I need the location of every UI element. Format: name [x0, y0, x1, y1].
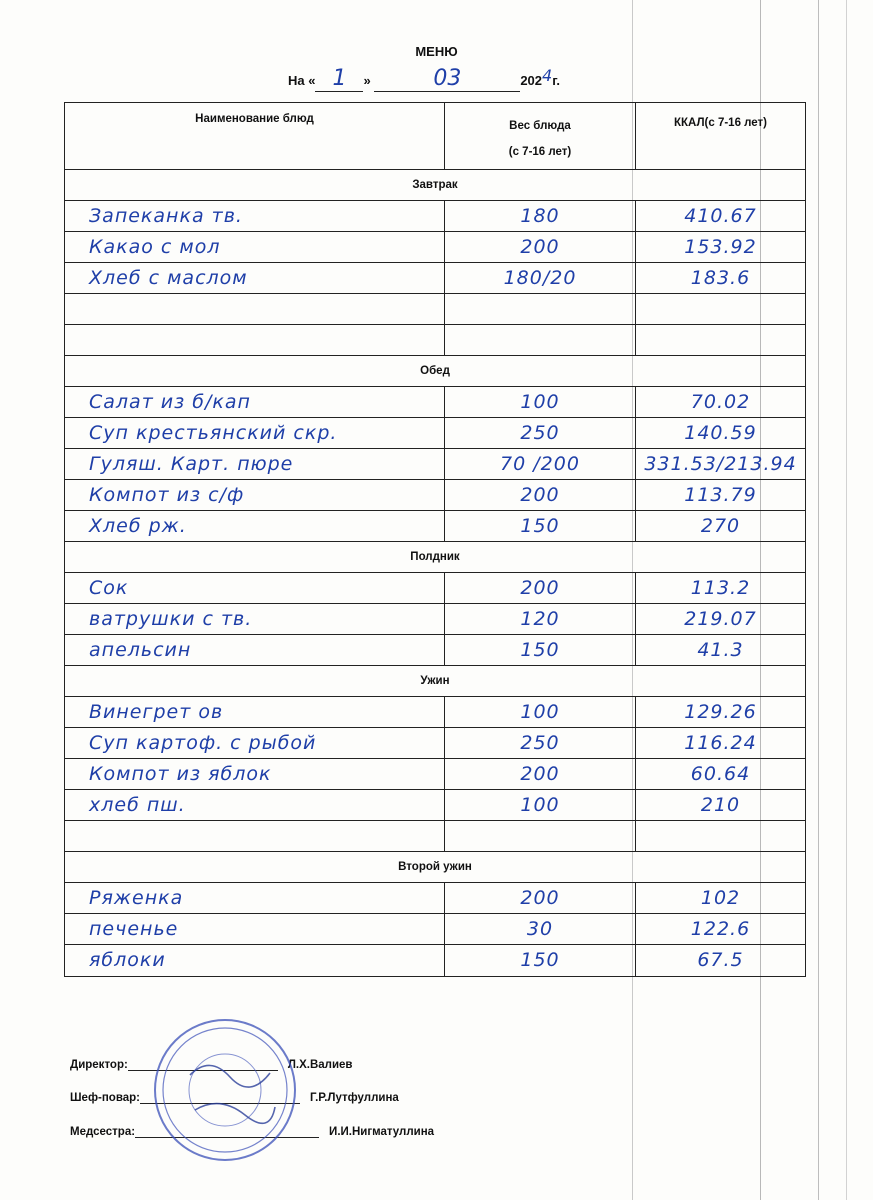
kcal-cell — [636, 294, 805, 324]
dish-cell: яблоки — [65, 945, 445, 976]
kcal-cell: 102 — [700, 887, 741, 909]
dish-cell: Суп крестьянский скр. — [65, 418, 445, 448]
weight-cell: 200 — [445, 883, 636, 913]
weight-cell: 180 — [445, 201, 636, 231]
kcal-cell: 183.6 — [690, 267, 751, 289]
year-digit: 4 — [542, 66, 553, 85]
column-header-weight — [445, 103, 636, 169]
date-sep: » — [363, 73, 371, 88]
dish-cell: апельсин — [65, 635, 445, 665]
dish-cell — [65, 325, 445, 355]
table-row — [65, 480, 805, 511]
weight-cell: 100 — [445, 697, 636, 727]
weight-cell: 150 — [445, 635, 636, 665]
table-row — [65, 697, 805, 728]
table-row — [65, 883, 805, 914]
weight-cell: 30 — [445, 914, 636, 944]
table-row — [65, 728, 805, 759]
kcal-cell: 116.24 — [684, 732, 757, 754]
dish-cell: Компот из яблок — [65, 759, 445, 789]
official-stamp — [150, 1015, 300, 1165]
kcal-cell: 129.26 — [684, 701, 757, 723]
kcal-cell: 270 — [700, 515, 741, 537]
weight-cell: 250 — [445, 728, 636, 758]
weight-cell: 200 — [445, 480, 636, 510]
dish-cell: печенье — [65, 914, 445, 944]
section-header: Второй ужин — [65, 852, 805, 883]
section-header: Ужин — [65, 666, 805, 697]
dish-cell: Компот из с/ф — [65, 480, 445, 510]
date-month: 03 — [374, 66, 520, 92]
weight-cell: 70 /200 — [445, 449, 636, 479]
section-header: Обед — [65, 356, 805, 387]
signature-name: И.И.Нигматуллина — [329, 1126, 435, 1138]
weight-cell: 200 — [445, 759, 636, 789]
dish-cell: Ряженка — [65, 883, 445, 913]
scan-artifact-line — [846, 0, 847, 1200]
kcal-cell — [636, 821, 805, 851]
section-header: Полдник — [65, 542, 805, 573]
weight-cell: 180/20 — [445, 263, 636, 293]
kcal-cell: 113.2 — [690, 577, 751, 599]
table-row — [65, 821, 805, 852]
table-row — [65, 790, 805, 821]
weight-cell — [445, 294, 636, 324]
weight-cell: 150 — [445, 511, 636, 541]
weight-cell — [445, 821, 636, 851]
weight-cell: 200 — [445, 573, 636, 603]
table-row — [65, 387, 805, 418]
signature-role: Медсестра: — [70, 1126, 136, 1138]
column-header-weight-line2: (с 7-16 лет) — [508, 146, 572, 158]
page-title: МЕНЮ — [415, 44, 458, 59]
date-day: 1 — [315, 66, 363, 92]
table-row — [65, 418, 805, 449]
dish-cell: Гуляш. Карт. пюре — [65, 449, 445, 479]
table-row — [65, 201, 805, 232]
year-suffix: г. — [552, 73, 560, 88]
table-row — [65, 635, 805, 666]
column-header-weight-line1: Вес блюда — [509, 120, 571, 132]
signature-role: Шеф-повар: — [70, 1092, 140, 1104]
kcal-cell: 219.07 — [684, 608, 757, 630]
table-row — [65, 294, 805, 325]
kcal-cell: 410.67 — [684, 205, 757, 227]
kcal-cell: 60.64 — [690, 763, 751, 785]
table-header — [65, 103, 805, 170]
kcal-cell: 122.6 — [690, 918, 751, 940]
section-header: Завтрак — [65, 170, 805, 201]
scan-artifact-line — [818, 0, 819, 1200]
kcal-cell: 140.59 — [684, 422, 757, 444]
weight-cell — [445, 325, 636, 355]
weight-cell: 150 — [445, 945, 636, 976]
date-prefix: На « — [288, 73, 316, 88]
kcal-cell: 331.53/213.94 — [644, 453, 797, 475]
dish-cell: Хлеб рж. — [65, 511, 445, 541]
table-body — [65, 170, 805, 976]
table-row — [65, 604, 805, 635]
dish-cell: Какао с мол — [65, 232, 445, 262]
weight-cell: 100 — [445, 387, 636, 417]
dish-cell: хлеб пш. — [65, 790, 445, 820]
kcal-cell: 210 — [700, 794, 741, 816]
dish-cell: Салат из б/кап — [65, 387, 445, 417]
table-row — [65, 232, 805, 263]
weight-cell: 250 — [445, 418, 636, 448]
signature-name: Г.Р.Лутфуллина — [309, 1092, 399, 1104]
column-header-kcal: ККАЛ(с 7-16 лет) — [673, 117, 768, 129]
kcal-cell — [636, 325, 805, 355]
dish-cell: Суп картоф. с рыбой — [65, 728, 445, 758]
dish-cell: Винегрет ов — [65, 697, 445, 727]
dish-cell: Хлеб с маслом — [65, 263, 445, 293]
table-row — [65, 511, 805, 542]
dish-cell: ватрушки с тв. — [65, 604, 445, 634]
column-header-dish: Наименование блюд — [65, 103, 445, 169]
table-row — [65, 263, 805, 294]
dish-cell — [65, 294, 445, 324]
weight-cell: 200 — [445, 232, 636, 262]
signature-role: Директор: — [70, 1059, 128, 1071]
table-row — [65, 325, 805, 356]
weight-cell: 100 — [445, 790, 636, 820]
dish-cell: Сок — [65, 573, 445, 603]
year-prefix: 202 — [520, 73, 543, 88]
table-row — [65, 914, 805, 945]
dish-cell: Запеканка тв. — [65, 201, 445, 231]
table-row — [65, 759, 805, 790]
weight-cell: 120 — [445, 604, 636, 634]
kcal-cell: 67.5 — [697, 949, 744, 971]
date-line — [288, 66, 560, 92]
signature-name: Л.Х.Валиев — [287, 1059, 353, 1071]
table-row — [65, 945, 805, 976]
table-row — [65, 573, 805, 604]
kcal-cell: 153.92 — [684, 236, 757, 258]
table-row — [65, 449, 805, 480]
kcal-cell: 41.3 — [697, 639, 744, 661]
menu-table — [64, 102, 806, 977]
kcal-cell: 70.02 — [690, 391, 751, 413]
dish-cell — [65, 821, 445, 851]
kcal-cell: 113.79 — [684, 484, 757, 506]
